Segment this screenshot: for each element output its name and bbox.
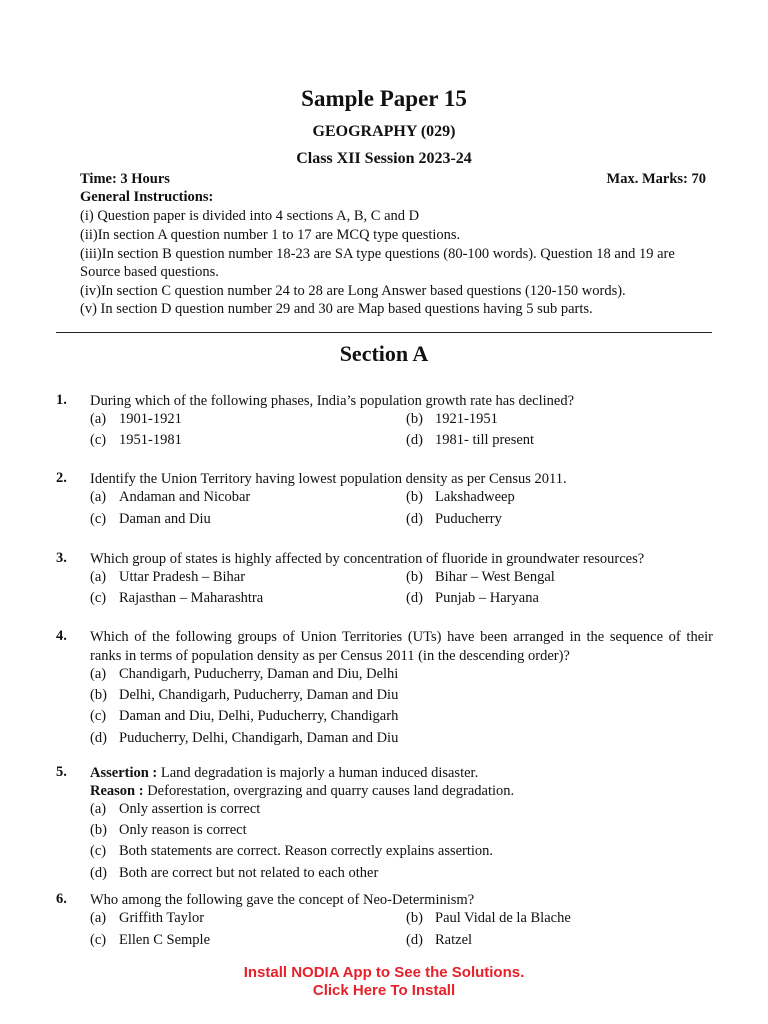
subject-heading: GEOGRAPHY (029) — [312, 123, 456, 140]
instructions-heading: General Instructions: — [80, 189, 214, 205]
option — [406, 910, 571, 927]
instruction-number: (iv) — [80, 283, 101, 299]
assertion-label: Assertion : — [90, 765, 158, 781]
instruction-number: (i) — [80, 208, 94, 224]
option — [406, 932, 472, 949]
option — [406, 590, 539, 607]
option-text: Punjab – Haryana — [435, 590, 539, 606]
option-text: 1901-1921 — [119, 411, 182, 427]
option — [90, 511, 211, 528]
instruction-item — [80, 245, 715, 264]
section-title: Section A — [339, 341, 429, 366]
option-text: Rajasthan – Maharashtra — [119, 590, 264, 606]
option-label: (a) — [90, 666, 107, 682]
click-to-install-link[interactable]: Click Here To Install — [312, 982, 456, 999]
option-text: Only assertion is correct — [119, 801, 261, 817]
option — [90, 843, 493, 860]
option-text: Ratzel — [435, 932, 473, 948]
option-text: Both are correct but not related to each other — [119, 865, 379, 881]
option-label: (c) — [90, 511, 107, 527]
option-text: Both statements are correct. Reason correctly explains assertion. — [119, 843, 494, 859]
option-label: (b) — [406, 411, 423, 427]
option — [90, 708, 398, 725]
reason-label: Reason : — [90, 783, 144, 799]
option-label: (c) — [90, 708, 107, 724]
question-number: 6. — [56, 891, 67, 907]
option-text: Daman and Diu, Delhi, Puducherry, Chandigarh — [119, 708, 399, 724]
max-marks: Max. Marks: 70 — [606, 171, 706, 187]
instruction-number: (iii) — [80, 246, 102, 262]
option-text: 1921-1951 — [435, 411, 498, 427]
instruction-number: (ii) — [80, 227, 98, 243]
option-label: (d) — [406, 590, 423, 606]
option-text: Only reason is correct — [119, 822, 247, 838]
reason-line — [90, 782, 713, 801]
instruction-item — [80, 282, 715, 301]
option-text: Paul Vidal de la Blache — [435, 910, 571, 926]
option-label: (a) — [90, 801, 107, 817]
option — [90, 666, 398, 683]
option-label: (d) — [406, 511, 423, 527]
option-label: (b) — [90, 687, 107, 703]
option — [90, 569, 245, 586]
option-label: (b) — [406, 569, 423, 585]
class-session: Class XII Session 2023-24 — [296, 150, 472, 167]
question-number: 5. — [56, 764, 67, 780]
question-number: 1. — [56, 392, 67, 408]
option-label: (d) — [406, 932, 423, 948]
option-label: (c) — [90, 843, 107, 859]
option-text: Puducherry — [435, 511, 502, 527]
paper-title: Sample Paper 15 — [301, 86, 467, 111]
option-text: Griffith Taylor — [119, 910, 205, 926]
option — [406, 511, 502, 528]
time-allowed: Time: 3 Hours — [80, 171, 170, 187]
option — [90, 489, 250, 506]
option-text: Uttar Pradesh – Bihar — [119, 569, 246, 585]
question-text: During which of the following phases, India’s population growth rate has declined? — [90, 393, 575, 409]
option-label: (a) — [90, 411, 107, 427]
instruction-item — [80, 226, 715, 245]
instruction-text: In section B question number 18-23 are SA type questions (80-100 words). Question 18 and 19 are — [101, 246, 675, 262]
option — [90, 730, 398, 747]
instruction-number: (v) — [80, 301, 97, 317]
option — [406, 569, 555, 586]
option-label: (a) — [90, 489, 107, 505]
question-text: Which group of states is highly affected by concentration of fluoride in groundwater resources? — [90, 551, 645, 567]
instruction-item — [80, 300, 715, 319]
instruction-item — [80, 207, 715, 226]
option-text: 1951-1981 — [119, 432, 182, 448]
option-text: Ellen C Semple — [119, 932, 211, 948]
instruction-text: In section D question number 29 and 30 are Map based questions having 5 sub parts. — [96, 301, 593, 317]
reason-text: Deforestation, overgrazing and quarry causes land degradation. — [143, 783, 515, 799]
option-label: (d) — [406, 432, 423, 448]
instruction-text: In section A question number 1 to 17 are MCQ type questions. — [97, 227, 461, 243]
option-text: Chandigarh, Puducherry, Daman and Diu, Delhi — [119, 666, 399, 682]
option — [90, 801, 260, 818]
option — [90, 932, 210, 949]
instruction-text: Question paper is divided into 4 sections A, B, C and D — [93, 208, 420, 224]
instruction-continuation: Source based questions. — [80, 264, 219, 280]
question-text: Which of the following groups of Union Territories (UTs) have been arranged in the sequence of their ranks in terms of population density as per Census 2011 (in the descending order)? — [90, 629, 713, 664]
option — [406, 432, 534, 449]
question-text: Identify the Union Territory having lowest population density as per Census 2011. — [90, 471, 567, 487]
instruction-text: In section C question number 24 to 28 are Long Answer based questions (120-150 words). — [100, 283, 626, 299]
option-label: (c) — [90, 590, 107, 606]
option-text: Bihar – West Bengal — [435, 569, 555, 585]
install-app-link[interactable]: Install NODIA App to See the Solutions. — [243, 964, 525, 981]
assertion-text: Land degradation is majorly a human induced disaster. — [157, 765, 479, 781]
option-text: Andaman and Nicobar — [119, 489, 251, 505]
divider — [56, 332, 712, 333]
option-label: (a) — [90, 569, 107, 585]
option-text: Puducherry, Delhi, Chandigarh, Daman and Diu — [119, 730, 399, 746]
option-label: (d) — [90, 730, 107, 746]
option-label: (b) — [90, 822, 107, 838]
question-text: Who among the following gave the concept of Neo-Determinism? — [90, 892, 475, 908]
option-text: Delhi, Chandigarh, Puducherry, Daman and Diu — [119, 687, 399, 703]
option — [90, 822, 247, 839]
option — [90, 865, 378, 882]
option — [90, 411, 182, 428]
option-label: (d) — [90, 865, 107, 881]
option — [90, 687, 398, 704]
option — [406, 489, 515, 506]
question-number: 3. — [56, 550, 67, 566]
option — [90, 432, 182, 449]
option-text: 1981- till present — [435, 432, 535, 448]
option-label: (c) — [90, 932, 107, 948]
option — [406, 411, 498, 428]
question-number: 4. — [56, 628, 67, 644]
option-label: (a) — [90, 910, 107, 926]
option — [90, 910, 204, 927]
option-label: (b) — [406, 489, 423, 505]
option-label: (c) — [90, 432, 107, 448]
option — [90, 590, 263, 607]
option-text: Daman and Diu — [119, 511, 211, 527]
assertion-line — [90, 764, 713, 783]
option-text: Lakshadweep — [435, 489, 515, 505]
option-label: (b) — [406, 910, 423, 926]
question-number: 2. — [56, 470, 67, 486]
